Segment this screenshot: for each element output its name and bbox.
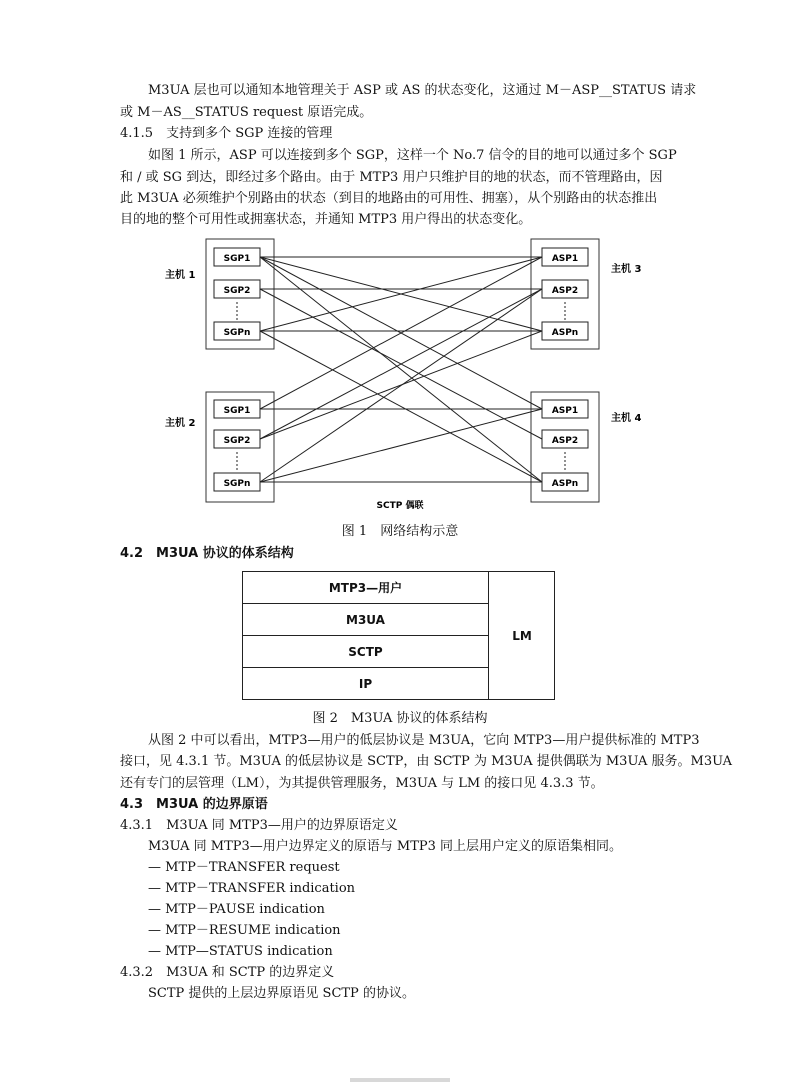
network-diagram (0, 232, 800, 512)
sgp2-label: SGP2 (223, 286, 251, 296)
list-item: — MTP－TRANSFER request (148, 860, 340, 875)
layer-m3ua: M3UA (243, 604, 488, 636)
section-heading-4-3-1: 4.3.1 M3UA 同 MTP3—用户的边界原语定义 (120, 818, 398, 833)
host1-label: 主机 1 (165, 270, 196, 281)
section-heading-4-3: 4.3 M3UA 的边界原语 (120, 797, 268, 812)
paragraph-line: SCTP 提供的上层边界原语见 SCTP 的协议。 (148, 986, 415, 1001)
aspn-label: ASPn (551, 479, 579, 489)
list-item: — MTP－RESUME indication (148, 923, 341, 938)
sgpn-label: SGPn (223, 479, 251, 489)
association-lines (260, 257, 542, 482)
paragraph-line: 还有专门的层管理（LM），为其提供管理服务，M3UA 与 LM 的接口见 4.3.3 节。 (120, 776, 604, 791)
paragraph-line: 目的地的整个可用性或拥塞状态，并通知 MTP3 用户得出的状态变化。 (120, 212, 532, 227)
sgp1-label: SGP1 (223, 406, 251, 416)
page-footer-mark (330, 1076, 470, 1084)
section-heading-4-2: 4.2 M3UA 协议的体系结构 (120, 546, 294, 561)
section-heading-4-1-5: 4.1.5 支持到多个 SGP 连接的管理 (120, 126, 333, 141)
protocol-stack-diagram (242, 571, 555, 700)
sgp2-label: SGP2 (223, 436, 251, 446)
list-item: — MTP－TRANSFER indication (148, 881, 356, 896)
sctp-association-label: SCTP 偶联 (376, 501, 424, 511)
sgp1-label: SGP1 (223, 254, 251, 264)
layer-ip: IP (358, 676, 373, 691)
paragraph-line: 从图 2 中可以看出，MTP3—用户的低层协议是 M3UA，它向 MTP3—用户提供标准的 MTP3 (148, 733, 700, 748)
paragraph-line: 如图 1 所示，ASP 可以连接到多个 SGP，这样一个 No.7 信令的目的地可以通过多个 SGP (148, 148, 677, 163)
paragraph-line: 此 M3UA 必须维护个别路由的状态（到目的地路由的可用性、拥塞），从个别路由的状态推出 (120, 191, 658, 206)
figure2-caption: 图 2 M3UA 协议的体系结构 (312, 711, 488, 726)
asp2-label: ASP2 (551, 286, 579, 296)
layer-management: LM (488, 572, 555, 699)
list-item: — MTP—STATUS indication (148, 944, 333, 959)
paragraph-line: 接口，见 4.3.1 节。M3UA 的低层协议是 SCTP，由 SCTP 为 M3UA 提供偶联为 M3UA 服务。M3UA (120, 754, 733, 769)
figure1-caption: 图 1 网络结构示意 (341, 524, 459, 539)
asp1-label: ASP1 (551, 254, 579, 264)
host4-label: 主机 4 (611, 413, 642, 424)
asp1-label: ASP1 (551, 406, 579, 416)
aspn-label: ASPn (551, 328, 579, 338)
layer-sctp: SCTP (243, 636, 488, 668)
asp2-label: ASP2 (551, 436, 579, 446)
paragraph-line: M3UA 同 MTP3—用户边界定义的原语与 MTP3 同上层用户定义的原语集相同。 (148, 839, 623, 854)
paragraph-line: M3UA 层也可以通知本地管理关于 ASP 或 AS 的状态变化，这通过 M－ASP__STATUS 请求 (148, 83, 697, 98)
host3-label: 主机 3 (611, 264, 642, 275)
list-item: — MTP－PAUSE indication (148, 902, 325, 917)
section-heading-4-3-2: 4.3.2 M3UA 和 SCTP 的边界定义 (120, 965, 335, 980)
layer-mtp3-user: MTP3—用户 (243, 572, 488, 604)
sgpn-label: SGPn (223, 328, 251, 338)
host2-label: 主机 2 (165, 418, 196, 429)
paragraph-line: 和 / 或 SG 到达，即经过多个路由。由于 MTP3 用户只维护目的地的状态，而不管理路由，因 (120, 170, 663, 185)
paragraph-line: 或 M－AS__STATUS request 原语完成。 (120, 105, 373, 120)
